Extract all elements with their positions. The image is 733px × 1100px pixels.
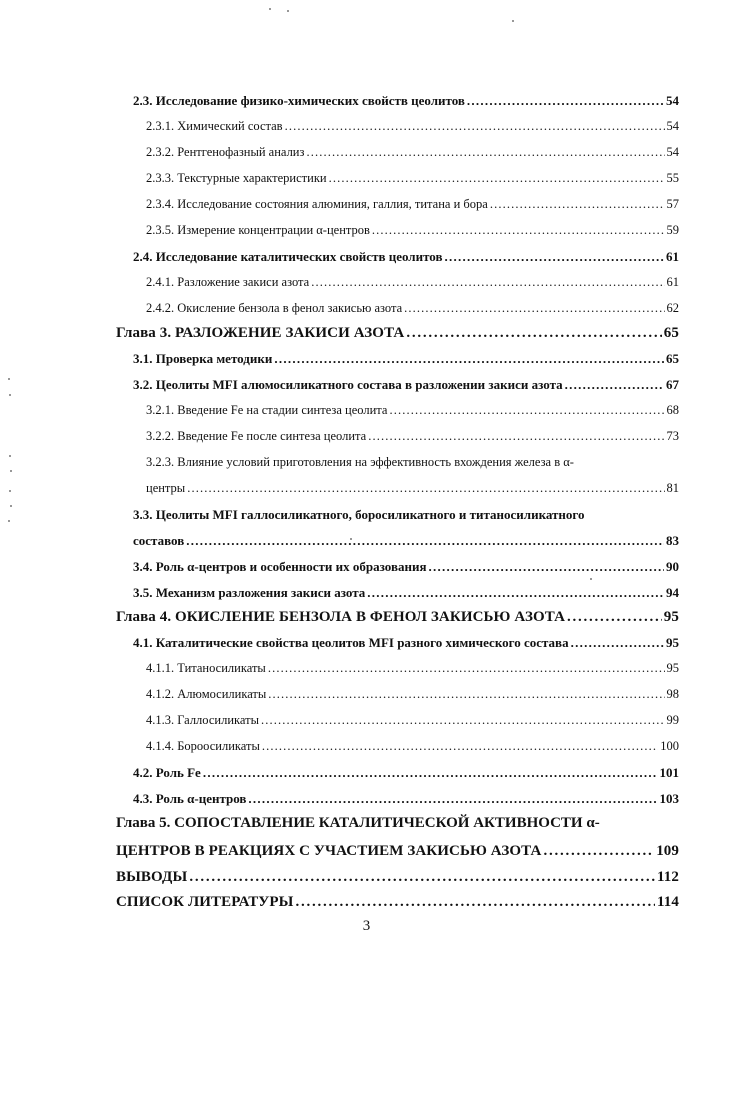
toc-entry-page: 99 xyxy=(666,713,679,727)
toc-entry-title: 2.3. Исследование физико-химических свойств цеолитов xyxy=(133,93,465,108)
toc-entry-title: СПИСОК ЛИТЕРАТУРЫ xyxy=(116,894,294,910)
toc-entry-page: 109 xyxy=(656,843,679,859)
scan-speck xyxy=(287,10,289,12)
toc-leader-dots xyxy=(262,739,658,754)
toc-entry-title: 4.1.4. Бороосиликаты xyxy=(146,739,260,753)
scan-speck xyxy=(10,505,12,507)
toc-entry-page: 62 xyxy=(666,301,679,315)
toc-entry[interactable] xyxy=(133,377,679,393)
toc-leader-dots xyxy=(445,249,664,265)
toc-entry[interactable] xyxy=(133,93,679,109)
toc-entry-page: 61 xyxy=(666,249,679,264)
toc-entry-title: 2.3.1. Химический состав xyxy=(146,119,283,133)
toc-entry-title: 2.3.2. Рентгенофазный анализ xyxy=(146,145,305,159)
toc-entry[interactable] xyxy=(116,609,679,626)
toc-leader-dots xyxy=(306,145,664,160)
toc-entry-title: ВЫВОДЫ xyxy=(116,869,188,885)
toc-entry-title: 2.3.5. Измерение концентрации α-центров xyxy=(146,223,370,237)
toc-leader-dots xyxy=(285,119,665,134)
toc-entry[interactable] xyxy=(116,325,679,342)
scan-speck xyxy=(590,578,592,580)
toc-leader-dots xyxy=(203,765,658,781)
toc-entry-page: 55 xyxy=(666,171,679,185)
toc-entry-title: 2.4.1. Разложение закиси азота xyxy=(146,275,310,289)
toc-entry-title-line1[interactable]: 3.3. Цеолиты MFI галлосиликатного, боросиликатного и титаносиликатного xyxy=(133,507,585,522)
toc-entry[interactable] xyxy=(116,869,679,886)
toc-entry-title: 4.2. Роль Fe xyxy=(133,765,201,780)
toc-entry[interactable] xyxy=(146,275,679,290)
toc-leader-dots xyxy=(268,687,664,702)
toc-leader-dots xyxy=(367,585,664,601)
toc-entry-page: 81 xyxy=(666,481,679,495)
toc-entry-page: 114 xyxy=(657,894,679,910)
toc-entry[interactable] xyxy=(146,713,679,728)
toc-entry-page: 83 xyxy=(666,533,679,548)
toc-entry-page: 73 xyxy=(666,429,679,443)
toc-entry-title: 2.4.2. Окисление бензола в фенол закисью азота xyxy=(146,301,403,315)
toc-leader-dots xyxy=(543,843,654,860)
toc-entry-page: 112 xyxy=(657,869,679,885)
toc-leader-dots xyxy=(368,429,664,444)
scan-speck xyxy=(8,378,10,380)
toc-leader-dots xyxy=(571,635,664,651)
toc-entry-page: 90 xyxy=(666,559,679,574)
toc-entry[interactable] xyxy=(146,119,679,134)
toc-leader-dots xyxy=(248,791,657,807)
toc-entry[interactable] xyxy=(133,249,679,265)
toc-entry-page: 61 xyxy=(666,275,679,289)
toc-entry-title: Глава 3. РАЗЛОЖЕНИЕ ЗАКИСИ АЗОТА xyxy=(116,325,405,341)
toc-leader-dots xyxy=(404,301,664,316)
toc-entry-title: 4.1. Каталитические свойства цеолитов MFI разного химического состава xyxy=(133,635,569,650)
toc-entry-page: 54 xyxy=(666,93,679,108)
toc-entry[interactable] xyxy=(116,894,679,911)
scan-speck xyxy=(269,8,271,10)
toc-leader-dots xyxy=(406,325,661,342)
toc-entry-page: 94 xyxy=(666,585,679,600)
toc-leader-dots xyxy=(329,171,665,186)
toc-entry[interactable] xyxy=(146,301,679,316)
toc-entry-title: 4.3. Роль α-центров xyxy=(133,791,247,806)
toc-entry[interactable] xyxy=(146,661,679,676)
toc-leader-dots xyxy=(187,481,664,496)
toc-entry-page: 100 xyxy=(660,739,679,753)
toc-leader-dots xyxy=(311,275,664,290)
toc-entry-title-line1[interactable]: Глава 5. СОПОСТАВЛЕНИЕ КАТАЛИТИЧЕСКОЙ АКТИВНОСТИ α- xyxy=(116,815,600,831)
toc-entry[interactable] xyxy=(133,533,679,549)
scan-speck xyxy=(9,455,11,457)
toc-entry[interactable] xyxy=(116,843,679,860)
toc-entry[interactable] xyxy=(146,429,679,444)
toc-leader-dots xyxy=(490,197,665,212)
toc-leader-dots xyxy=(428,559,664,575)
toc-entry[interactable] xyxy=(133,791,679,807)
toc-entry-title: 2.3.3. Текстурные характеристики xyxy=(146,171,327,185)
toc-entry-page: 59 xyxy=(666,223,679,237)
toc-entry[interactable] xyxy=(146,197,679,212)
toc-leader-dots xyxy=(274,351,664,367)
toc-entry-title: 3.2.2. Введение Fe после синтеза цеолита xyxy=(146,429,367,443)
toc-entry-page: 68 xyxy=(666,403,679,417)
toc-entry-title: 3.4. Роль α-центров и особенности их образования xyxy=(133,559,427,574)
toc-entry-title-line2: центры xyxy=(146,481,186,495)
toc-entry[interactable] xyxy=(146,687,679,702)
toc-entry-page: 95 xyxy=(666,661,679,675)
toc-entry-page: 103 xyxy=(659,791,679,806)
toc-entry-title-line1[interactable]: 3.2.3. Влияние условий приготовления на эффективность вхождения железа в α- xyxy=(146,455,574,469)
toc-leader-dots xyxy=(261,713,665,728)
toc-entry-page: 54 xyxy=(666,119,679,133)
scan-speck xyxy=(512,20,514,22)
scan-speck xyxy=(10,470,12,472)
scan-speck xyxy=(9,490,11,492)
toc-entry-page: 54 xyxy=(666,145,679,159)
toc-entry-page: 95 xyxy=(663,609,679,625)
scan-speck xyxy=(9,394,11,396)
toc-entry[interactable] xyxy=(133,351,679,367)
toc-entry-page: 57 xyxy=(666,197,679,211)
toc-entry[interactable] xyxy=(146,171,679,186)
toc-entry-title: 2.3.4. Исследование состояния алюминия, галлия, титана и бора xyxy=(146,197,488,211)
toc-leader-dots xyxy=(189,869,655,886)
toc-entry[interactable] xyxy=(133,765,679,781)
toc-leader-dots xyxy=(567,609,662,626)
toc-entry-title: Глава 4. ОКИСЛЕНИЕ БЕНЗОЛА В ФЕНОЛ ЗАКИСЬЮ АЗОТА xyxy=(116,609,566,625)
toc-entry[interactable] xyxy=(133,559,679,575)
toc-leader-dots xyxy=(268,661,665,676)
toc-entry-page: 95 xyxy=(666,635,679,650)
toc-entry-title: 3.5. Механизм разложения закиси азота xyxy=(133,585,366,600)
toc-entry-title: 3.2.1. Введение Fe на стадии синтеза цеолита xyxy=(146,403,388,417)
scan-speck xyxy=(8,520,10,522)
toc-entry[interactable] xyxy=(133,635,679,651)
toc-entry[interactable] xyxy=(133,585,679,601)
toc-leader-dots xyxy=(296,894,656,911)
toc-leader-dots xyxy=(467,93,664,109)
toc-entry-title: 3.2. Цеолиты MFI алюмосиликатного состава в разложении закиси азота xyxy=(133,377,563,392)
toc-leader-dots xyxy=(186,533,664,549)
toc-entry[interactable] xyxy=(146,403,679,418)
toc-entry-page: 101 xyxy=(659,765,679,780)
toc-entry-title: 4.1.1. Титаносиликаты xyxy=(146,661,266,675)
toc-entry-title: 4.1.2. Алюмосиликаты xyxy=(146,687,267,701)
toc-leader-dots xyxy=(389,403,664,418)
toc-entry-page: 67 xyxy=(666,377,679,392)
toc-entry-title-line2: составов xyxy=(133,533,185,548)
toc-entry-title: 2.4. Исследование каталитических свойств цеолитов xyxy=(133,249,443,264)
page-number: 3 xyxy=(362,918,371,934)
toc-leader-dots xyxy=(565,377,664,393)
toc-entry-page: 65 xyxy=(666,351,679,366)
toc-entry-title: 3.1. Проверка методики xyxy=(133,351,273,366)
toc-leader-dots xyxy=(372,223,665,238)
toc-entry-page: 98 xyxy=(666,687,679,701)
toc-entry-title-line2: ЦЕНТРОВ В РЕАКЦИЯХ С УЧАСТИЕМ ЗАКИСЬЮ АЗОТА xyxy=(116,843,542,859)
toc-entry[interactable] xyxy=(146,145,679,160)
toc-entry[interactable] xyxy=(146,739,679,754)
scan-speck xyxy=(350,538,352,540)
toc-entry[interactable] xyxy=(146,481,679,496)
toc-entry-title: 4.1.3. Галлосиликаты xyxy=(146,713,259,727)
toc-entry-page: 65 xyxy=(663,325,679,341)
toc-entry[interactable] xyxy=(146,223,679,238)
